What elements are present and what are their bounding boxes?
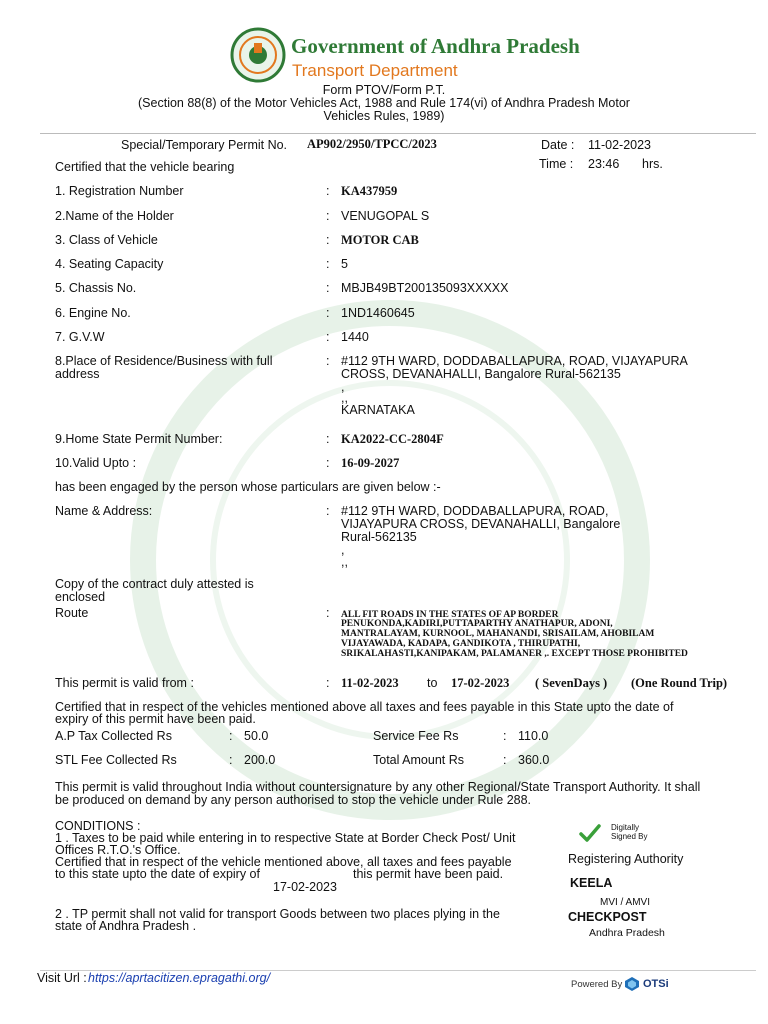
valid-from-label: This permit is valid from : <box>55 676 194 690</box>
conditions-title: CONDITIONS : <box>55 819 141 833</box>
hirer-addr-1: #112 9TH WARD, DODDABALLAPURA, ROAD, <box>341 504 609 518</box>
state-label: Andhra Pradesh <box>589 927 665 939</box>
checkpost-label: CHECKPOST <box>568 910 647 924</box>
colon: : <box>326 330 330 344</box>
colon: : <box>503 753 507 767</box>
condition-1d-a: to this state upto the date of expiry of <box>55 867 260 881</box>
residence-value-4: ,, <box>341 391 348 405</box>
otsi-logo-icon <box>624 976 640 992</box>
holder-value: VENUGOPAL S <box>341 209 430 223</box>
residence-label-2: address <box>55 367 100 381</box>
org-title: Government of Andhra Pradesh <box>291 34 580 58</box>
total-amount-label: Total Amount Rs <box>373 753 465 767</box>
time-unit: hrs. <box>642 157 663 171</box>
condition-1d-b: this permit have been paid. <box>353 867 504 881</box>
checkmark-icon <box>578 821 602 845</box>
gvw-value: 1440 <box>341 330 369 344</box>
contract-copy-1: Copy of the contract duly attested is <box>55 577 254 591</box>
class-value: MOTOR CAB <box>341 233 419 247</box>
colon: : <box>326 606 330 620</box>
condition-1a: 1 . Taxes to be paid while entering in to respective State at Border Check Post/ Unit <box>55 831 516 845</box>
fees-cert-1: Certified that in respect of the vehicles mentioned above all taxes and fees payable in this State upto the date of <box>55 700 674 714</box>
dept-title: Transport Department <box>292 61 458 80</box>
form-title: Form PTOV/Form P.T. <box>322 83 446 97</box>
service-fee-label: Service Fee Rs <box>373 729 459 743</box>
class-label: 3. Class of Vehicle <box>55 233 158 247</box>
seat-label: 4. Seating Capacity <box>55 257 164 271</box>
engine-label: 6. Engine No. <box>55 306 131 320</box>
colon: : <box>326 233 330 247</box>
round-trip: (One Round Trip) <box>631 676 728 690</box>
valid-upto-label: 10.Valid Upto : <box>55 456 137 470</box>
route-line-5: SRIKALAHASTI,KANIPAKAM, PALAMANER ,. EXCEPT THOSE PROHIBITED <box>341 649 688 659</box>
residence-label-1: 8.Place of Residence/Business with full <box>55 354 273 368</box>
holder-label: 2.Name of the Holder <box>55 209 174 223</box>
colon: : <box>326 676 330 690</box>
valid-upto-value: 16-09-2027 <box>341 456 400 470</box>
validity-note-1: This permit is valid throughout India without countersignature by any other Regional/State Transport Authority. It shall <box>55 780 701 794</box>
otsi-brand: OTSi <box>643 978 669 990</box>
engaged-text: has been engaged by the person whose particulars are given below :- <box>55 480 441 494</box>
route-label: Route <box>55 606 89 620</box>
valid-to-value: 17-02-2023 <box>451 676 510 690</box>
colon: : <box>326 257 330 271</box>
route-line-3: MANTRALAYAM, KURNOOL, MAHANANDI, SRISAILAM, AHOBILAM <box>341 629 655 639</box>
valid-days: ( SevenDays ) <box>535 676 608 690</box>
residence-value-5: KARNATAKA <box>341 403 415 417</box>
hirer-name-label: Name & Address: <box>55 504 153 518</box>
reg-label: 1. Registration Number <box>55 184 184 198</box>
time-label: Time : <box>539 157 574 171</box>
colon: : <box>326 504 330 518</box>
permit-no-value: AP902/2950/TPCC/2023 <box>307 137 437 151</box>
section-line-2: Vehicles Rules, 1989) <box>323 109 445 123</box>
chassis-value: MBJB49BT200135093XXXXX <box>341 281 509 295</box>
registering-authority: Registering Authority <box>568 852 684 866</box>
hirer-addr-2: VIJAYAPURA CROSS, DEVANAHALLI, Bangalore <box>341 517 621 531</box>
residence-value-2: CROSS, DEVANAHALLI, Bangalore Rural-562135 <box>341 367 621 381</box>
stl-fee-label: STL Fee Collected Rs <box>55 753 177 767</box>
contract-copy-2: enclosed <box>55 590 106 604</box>
stl-fee-value: 200.0 <box>244 753 276 767</box>
seat-value: 5 <box>341 257 348 271</box>
condition-2a: 2 . TP permit shall not valid for transport Goods between two places plying in the <box>55 907 500 921</box>
colon: : <box>229 729 233 743</box>
visit-url-link[interactable]: https://aprtacitizen.epragathi.org/ <box>88 971 271 985</box>
condition-1e: 17-02-2023 <box>273 880 337 894</box>
service-fee-value: 110.0 <box>518 729 549 743</box>
fees-cert-2: expiry of this permit have been paid. <box>55 712 256 726</box>
certified-text: Certified that the vehicle bearing <box>55 160 235 174</box>
hirer-addr-3: Rural-562135 <box>341 530 417 544</box>
powered-by-label: Powered By <box>571 979 623 990</box>
colon: : <box>326 456 330 470</box>
header-divider <box>40 133 756 134</box>
valid-to-label: to <box>427 676 438 690</box>
visit-url-label: Visit Url : <box>37 971 87 985</box>
hirer-addr-5: ,, <box>341 555 348 569</box>
colon: : <box>229 753 233 767</box>
date-value: 11-02-2023 <box>588 138 652 152</box>
colon: : <box>326 354 330 368</box>
condition-1c: Certified that in respect of the vehicle mentioned above, all taxes and fees payable <box>55 855 512 869</box>
ap-tax-label: A.P Tax Collected Rs <box>55 729 172 743</box>
section-line-1: (Section 88(8) of the Motor Vehicles Act, 1988 and Rule 174(vi) of Andhra Pradesh Motor <box>138 96 630 110</box>
validity-note-2: be produced on demand by any person authorised to stop the vehicle under Rule 288. <box>55 793 532 807</box>
authority-designation: MVI / AMVI <box>600 897 651 908</box>
total-amount-value: 360.0 <box>518 753 550 767</box>
home-permit-value: KA2022-CC-2804F <box>341 432 444 446</box>
condition-2b: state of Andhra Pradesh . <box>55 919 197 933</box>
digitally-signed-2: Signed By <box>611 832 648 841</box>
permit-no-label: Special/Temporary Permit No. <box>121 138 288 152</box>
residence-value-3: , <box>341 380 345 394</box>
ap-emblem-icon <box>230 27 286 83</box>
colon: : <box>503 729 507 743</box>
route-line-1: ALL FIT ROADS IN THE STATES OF AP BORDER <box>341 610 559 620</box>
colon: : <box>326 306 330 320</box>
home-permit-label: 9.Home State Permit Number: <box>55 432 223 446</box>
route-line-2: PENUKONDA,KADIRI,PUTTAPARTHY ANATHAPUR, ADONI, <box>341 619 613 629</box>
route-line-4: VIJAYAWADA, KADAPA, GANDIKOTA , THIRUPATHI, <box>341 639 581 649</box>
colon: : <box>326 184 330 198</box>
reg-value: KA437959 <box>341 184 398 198</box>
digitally-signed-1: Digitally <box>611 823 640 832</box>
colon: : <box>326 281 330 295</box>
engine-value: 1ND1460645 <box>341 306 415 320</box>
ap-tax-value: 50.0 <box>244 729 269 743</box>
condition-1b: Offices R.T.O.'s Office. <box>55 843 181 857</box>
colon: : <box>326 432 330 446</box>
valid-from-value: 11-02-2023 <box>341 676 399 690</box>
residence-value-1: #112 9TH WARD, DODDABALLAPURA, ROAD, VIJAYAPURA <box>341 354 688 368</box>
time-value: 23:46 <box>588 157 620 171</box>
date-label: Date : <box>541 138 575 152</box>
gvw-label: 7. G.V.W <box>55 330 105 344</box>
authority-name: KEELA <box>570 876 613 890</box>
chassis-label: 5. Chassis No. <box>55 281 137 295</box>
colon: : <box>326 209 330 223</box>
hirer-addr-4: , <box>341 543 345 557</box>
